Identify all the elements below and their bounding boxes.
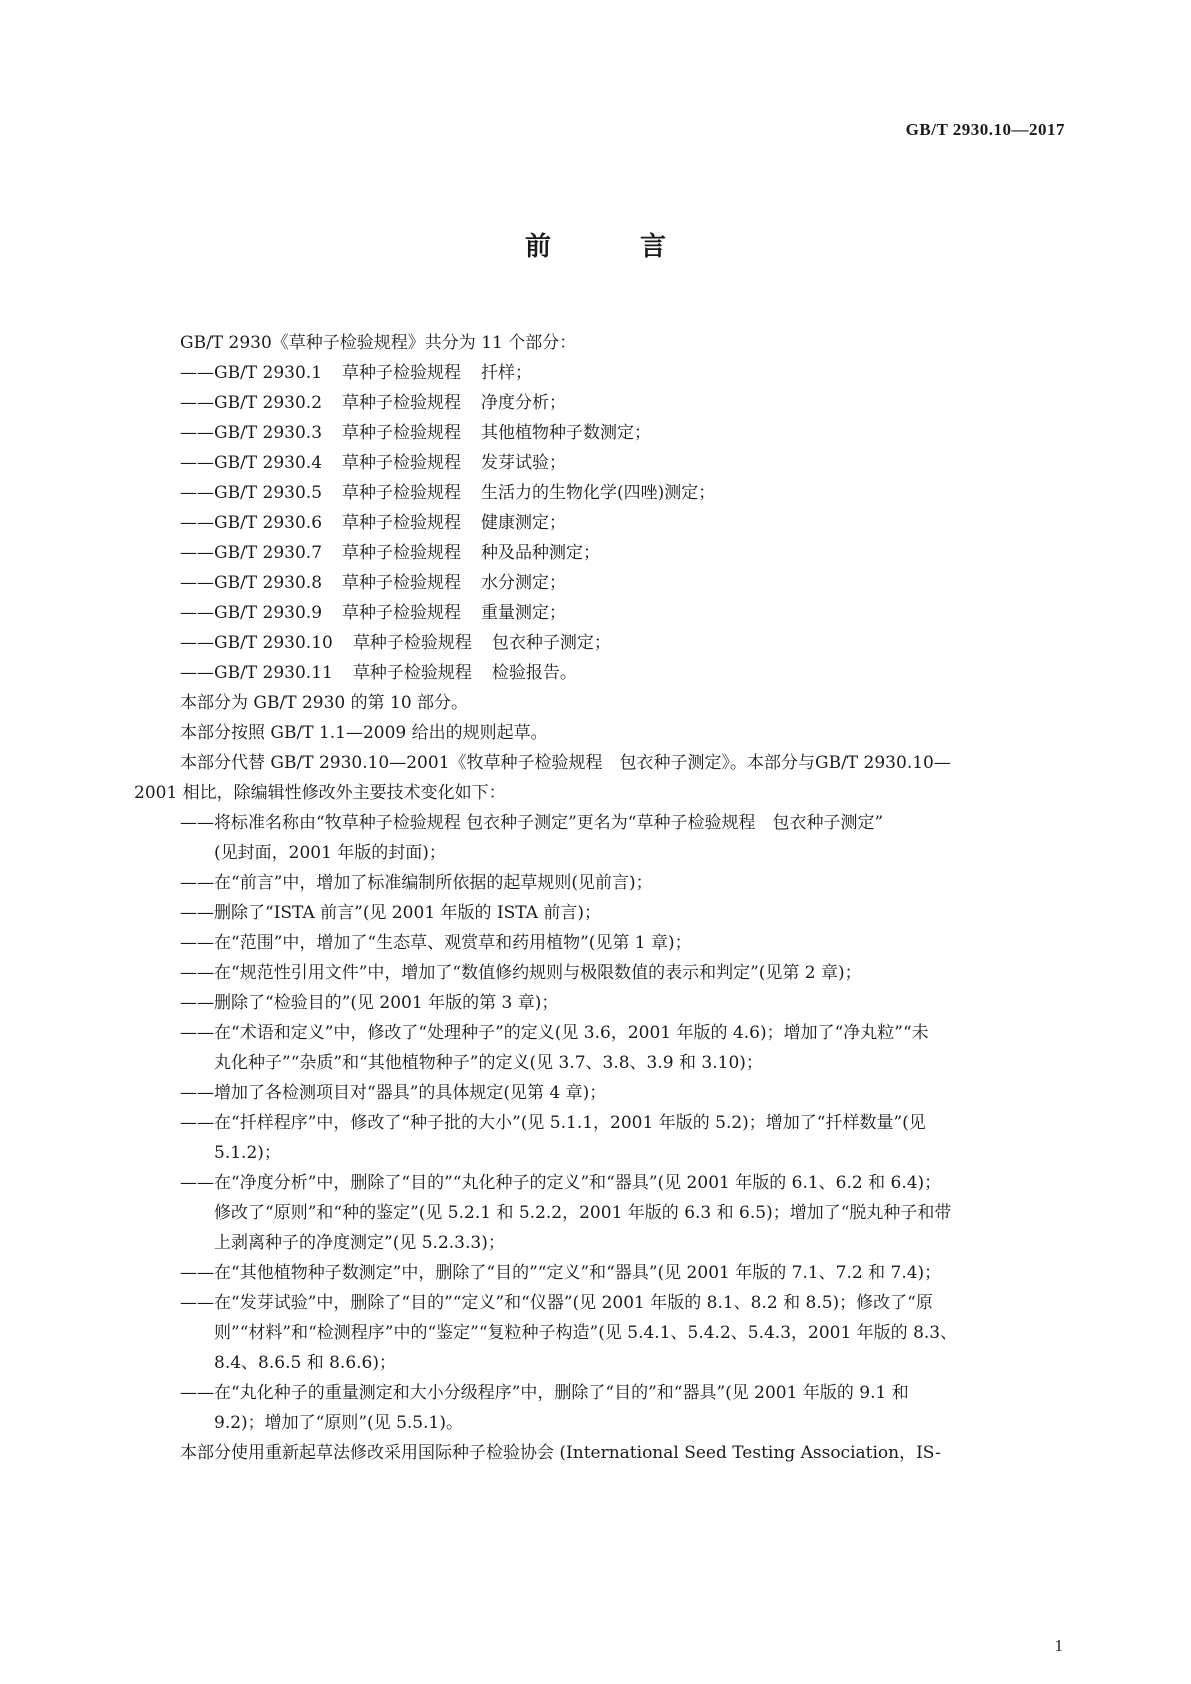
part-name: 水分测定； [481, 573, 567, 593]
part-list-item [134, 508, 1058, 538]
part-name: 发芽试验； [481, 453, 567, 473]
change-text: 删除了“ISTA 前言”(见 2001 年版的 ISTA 前言)； [214, 903, 602, 923]
part-code: GB/T 2930.11 [214, 663, 333, 683]
part-list-item [134, 358, 1058, 388]
change-text: 删除了“检验目的”(见 2001 年版的第 3 章)； [214, 993, 559, 1013]
change-text: 增加了各检测项目对“器具”的具体规定(见第 4 章)； [214, 1083, 607, 1103]
dash-marker: —— [180, 1083, 214, 1103]
part-list-item [134, 568, 1058, 598]
replace-statement-line-1: 本部分代替 GB/T 2930.10—2001《牧草种子检验规程 包衣种子测定》。本部分与GB/T 2930.10— [180, 753, 951, 773]
change-text: 在“丸化种子的重量测定和大小分级程序”中，删除了“目的”和“器具”(见 2001 年版的 9.1 和 [214, 1383, 909, 1403]
change-item-continuation: (见封面，2001 年版的封面)； [214, 843, 446, 863]
part-name: 扦样； [481, 363, 533, 383]
part-code: GB/T 2930.10 [214, 633, 333, 653]
dash-marker: —— [180, 993, 214, 1013]
change-text: 在“扦样程序”中，修改了“种子批的大小”(见 5.1.1，2001 年版的 5.2)；增加了“扦样数量”(见 [214, 1113, 926, 1133]
change-item [134, 1108, 1058, 1138]
dash-marker: —— [180, 963, 214, 983]
part-name: 包衣种子测定； [491, 633, 611, 653]
dash-marker: —— [180, 933, 214, 953]
part-code: GB/T 2930.5 [214, 483, 323, 503]
dash-marker: —— [180, 813, 214, 833]
page-number: 1 [1054, 1636, 1063, 1655]
change-text: 在“前言”中，增加了标准编制所依据的起草规则(见前言)； [214, 873, 653, 893]
part-code: GB/T 2930.9 [214, 603, 323, 623]
part-series: 草种子检验规程 [342, 573, 462, 593]
part-series: 草种子检验规程 [342, 543, 462, 563]
part-series: 草种子检验规程 [342, 513, 462, 533]
dash-marker: —— [180, 363, 214, 383]
dash-marker: —— [180, 663, 214, 683]
change-item [134, 1378, 1058, 1408]
change-item-continuation: 上剥离种子的净度测定”(见 5.2.3.3)； [214, 1233, 505, 1253]
change-item [134, 808, 1058, 838]
part-name: 净度分析； [481, 393, 567, 413]
change-item [134, 928, 1058, 958]
foreword-body [134, 328, 1058, 1468]
part-list-item [134, 628, 1058, 658]
part-series: 草种子检验规程 [352, 663, 472, 683]
change-text: 在“发芽试验”中，删除了“目的”“定义”和“仪器”(见 2001 年版的 8.1、8.2 和 8.5)；修改了“原 [214, 1293, 933, 1313]
change-item [134, 1078, 1058, 1108]
intro-paragraph: GB/T 2930《草种子检验规程》共分为 11 个部分： [180, 333, 577, 353]
change-text: 在“范围”中，增加了“生态草、观赏草和药用植物”(见第 1 章)； [214, 933, 692, 953]
part-series: 草种子检验规程 [342, 603, 462, 623]
dash-marker: —— [180, 603, 214, 623]
dash-marker: —— [180, 1263, 214, 1283]
replace-statement-line-2: 2001 相比，除编辑性修改外主要技术变化如下： [134, 783, 506, 803]
part-series: 草种子检验规程 [342, 453, 462, 473]
part-code: GB/T 2930.2 [214, 393, 323, 413]
statement-part: 本部分为 GB/T 2930 的第 10 部分。 [180, 693, 469, 713]
change-item [134, 988, 1058, 1018]
dash-marker: —— [180, 873, 214, 893]
dash-marker: —— [180, 1023, 214, 1043]
dash-marker: —— [180, 543, 214, 563]
change-item [134, 1168, 1058, 1198]
part-list-item [134, 478, 1058, 508]
part-name: 种及品种测定； [481, 543, 601, 563]
adoption-paragraph: 本部分使用重新起草法修改采用国际种子检验协会 (International Seed Testing Association，IS- [180, 1443, 941, 1463]
dash-marker: —— [180, 393, 214, 413]
part-name: 生活力的生物化学(四唑)测定； [481, 483, 716, 503]
part-name: 重量测定； [481, 603, 567, 623]
dash-marker: —— [180, 903, 214, 923]
part-name: 其他植物种子数测定； [481, 423, 652, 443]
change-item [134, 868, 1058, 898]
dash-marker: —— [180, 1293, 214, 1313]
statement-rules: 本部分按照 GB/T 1.1—2009 给出的规则起草。 [180, 723, 548, 743]
dash-marker: —— [180, 1383, 214, 1403]
change-item-continuation: 9.2)；增加了“原则”(见 5.5.1)。 [214, 1413, 463, 1433]
change-text: 在“规范性引用文件”中，增加了“数值修约规则与极限数值的表示和判定”(见第 2 章)； [214, 963, 862, 983]
part-list-item [134, 598, 1058, 628]
part-list-item [134, 418, 1058, 448]
part-name: 健康测定； [481, 513, 567, 533]
standard-code: GB/T 2930.10—2017 [905, 120, 1065, 139]
change-item [134, 958, 1058, 988]
part-code: GB/T 2930.1 [214, 363, 323, 383]
change-text: 在“术语和定义”中，修改了“处理种子”的定义(见 3.6，2001 年版的 4.6)；增加了“净丸粒”“未 [214, 1023, 929, 1043]
dash-marker: —— [180, 513, 214, 533]
part-series: 草种子检验规程 [342, 483, 462, 503]
part-series: 草种子检验规程 [342, 393, 462, 413]
change-text: 将标准名称由“牧草种子检验规程 包衣种子测定”更名为“草种子检验规程 包衣种子测定” [214, 813, 884, 833]
part-list-item [134, 658, 1058, 688]
change-item [134, 1288, 1058, 1318]
part-code: GB/T 2930.4 [214, 453, 323, 473]
dash-marker: —— [180, 573, 214, 593]
change-text: 在“净度分析”中，删除了“目的”“丸化种子的定义”和“器具”(见 2001 年版的 6.1、6.2 和 6.4)； [214, 1173, 942, 1193]
change-item-continuation: 修改了“原则”和“种的鉴定”(见 5.2.1 和 5.2.2，2001 年版的 6.3 和 6.5)；增加了“脱丸种子和带 [214, 1203, 952, 1223]
page-title: 前 言 [524, 232, 707, 262]
change-item-continuation: 5.1.2)； [214, 1143, 281, 1163]
dash-marker: —— [180, 1113, 214, 1133]
change-item-continuation: 则”“材料”和“检测程序”中的“鉴定”“复粒种子构造”(见 5.4.1、5.4.2、5.4.3，2001 年版的 8.3、 [214, 1323, 958, 1343]
changes-list [134, 808, 1058, 1438]
part-list-item [134, 388, 1058, 418]
dash-marker: —— [180, 1173, 214, 1193]
change-item [134, 1018, 1058, 1048]
dash-marker: —— [180, 423, 214, 443]
part-series: 草种子检验规程 [342, 423, 462, 443]
change-item-continuation: 8.4、8.6.5 和 8.6.6)； [214, 1353, 396, 1373]
part-list-item [134, 538, 1058, 568]
change-text: 在“其他植物种子数测定”中，删除了“目的”“定义”和“器具”(见 2001 年版的 7.1、7.2 和 7.4)； [214, 1263, 942, 1283]
change-item-continuation: 丸化种子”“杂质”和“其他植物种子”的定义(见 3.7、3.8、3.9 和 3.10)； [214, 1053, 763, 1073]
part-code: GB/T 2930.7 [214, 543, 323, 563]
change-item [134, 898, 1058, 928]
part-series: 草种子检验规程 [342, 363, 462, 383]
change-item [134, 1258, 1058, 1288]
part-name: 检验报告。 [491, 663, 577, 683]
part-code: GB/T 2930.8 [214, 573, 323, 593]
dash-marker: —— [180, 453, 214, 473]
part-list-item [134, 448, 1058, 478]
parts-list [134, 358, 1058, 688]
part-series: 草种子检验规程 [352, 633, 472, 653]
part-code: GB/T 2930.3 [214, 423, 323, 443]
dash-marker: —— [180, 633, 214, 653]
dash-marker: —— [180, 483, 214, 503]
part-code: GB/T 2930.6 [214, 513, 323, 533]
